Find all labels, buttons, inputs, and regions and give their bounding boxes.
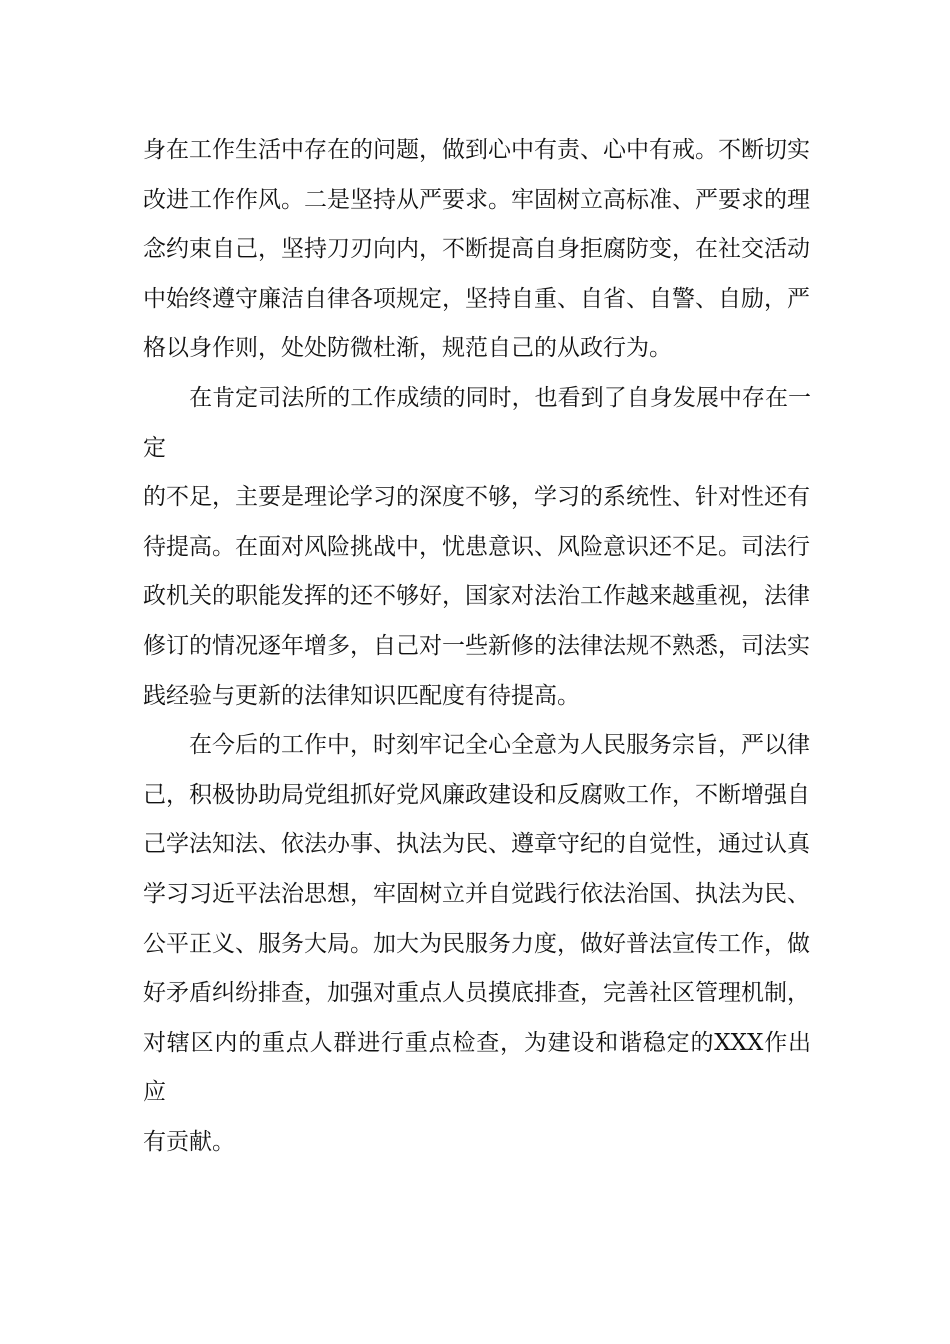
paragraph-2: 在肯定司法所的工作成绩的同时，也看到了自身发展中存在一定 的不足，主要是理论学习的深度不够，学习的系统性、针对性还有 待提高。在面对风险挑战中，忧患意识、风险意识还不足。司法行 政机关的职能发挥的还不够好，国家对法治工作越来越重视，法律 修订的情况逐年增多，自己对一些新修的法律法规不熟悉，司法实 践经验与更新的法律知识匹配度有待提高。 (143, 384, 811, 709)
document-body (143, 126, 811, 1167)
paragraph-1: 身在工作生活中存在的问题，做到心中有责、心中有戒。不断切实 改进工作作风。二是坚持从严要求。牢固树立高标准、严要求的理 念约束自己，坚持刀刃向内，不断提高自身拒腐防变，在社交活动 中始终遵守廉洁自律各项规定，坚持自重、自省、自警、自励，严 格以身作则，处处防微杜渐，规范自己的从政行为。 (143, 137, 810, 362)
paragraph-3: 在今后的工作中，时刻牢记全心全意为人民服务宗旨，严以律 己，积极协助局党组抓好党风廉政建设和反腐败工作，不断增强自 己学法知法、依法办事、执法为民、遵章守纪的自觉性，通过认真 学习习近平法治思想，牢固树立并自觉践行依法治国、执法为民、 公平正义、服务大局。加大为民服务力度，做好普法宣传工作，做 好矛盾纠纷排查，加强对重点人员摸底排查，完善社区管理机制， 对辖区内的重点人群进行重点检查，为建设和谐稳定的XXX作出应 有贡献。 (143, 732, 811, 1155)
